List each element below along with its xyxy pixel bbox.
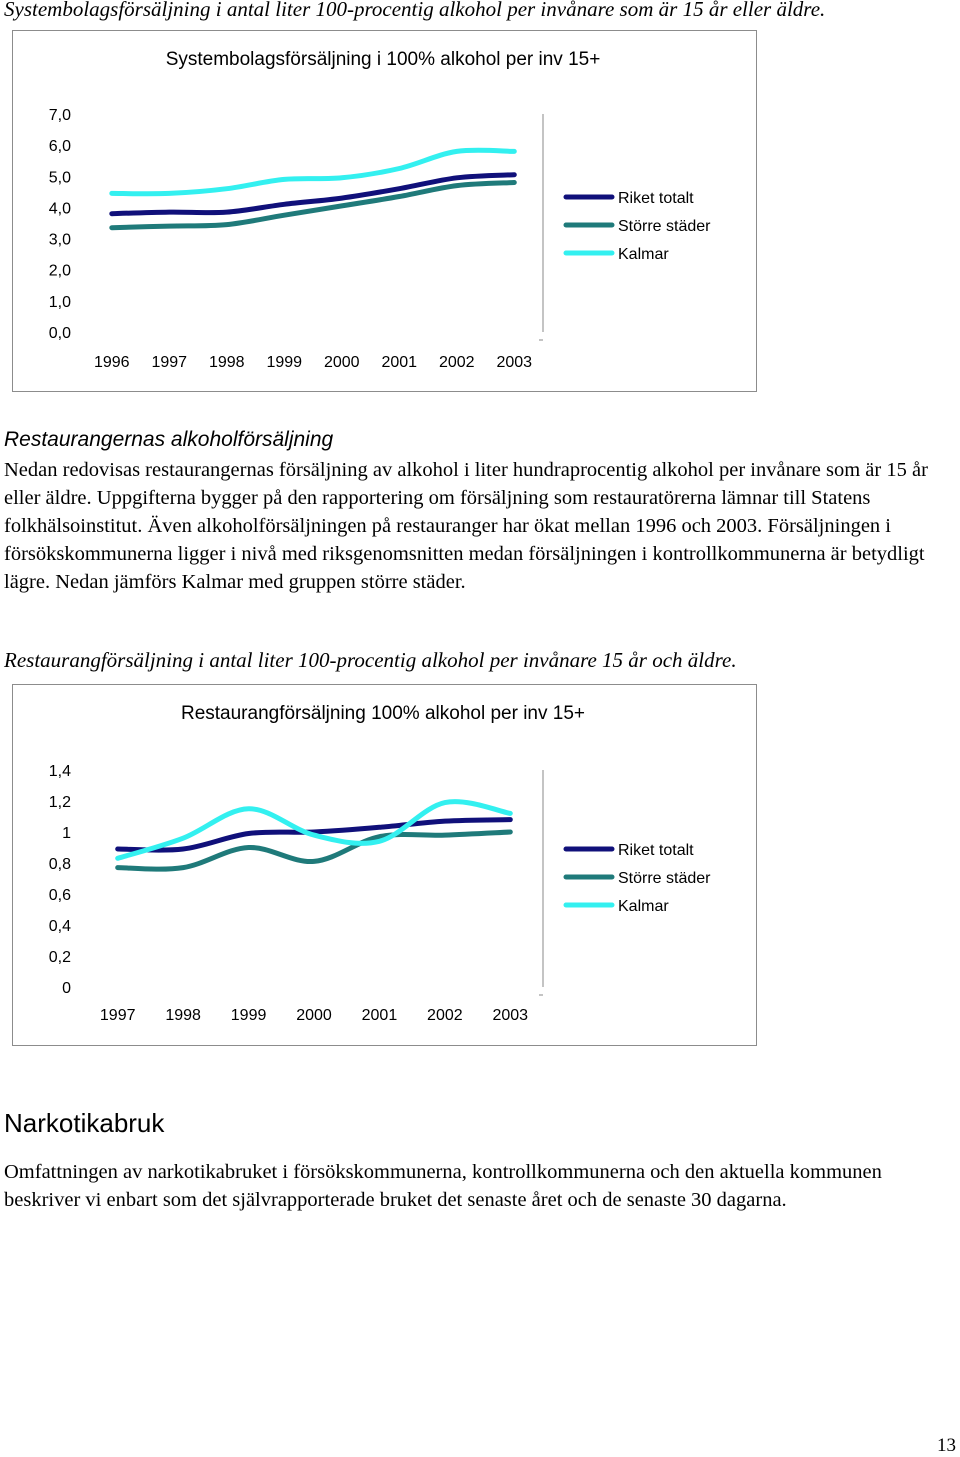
y-tick-label: 2,0	[48, 262, 71, 280]
y-tick-label: 7,0	[48, 107, 71, 124]
x-tick-label: 2003	[492, 1007, 529, 1024]
legend-label: Kalmar	[618, 246, 669, 263]
x-tick-label: 1996	[93, 354, 130, 371]
x-tick-label: 1997	[151, 354, 188, 371]
chart-title: Systembolagsförsäljning i 100% alkohol per inv 15+	[165, 49, 601, 70]
y-tick-label: 3,0	[48, 231, 71, 249]
chart-2	[13, 685, 756, 1045]
section-paragraph-restaurants: Nedan redovisas restaurangernas försäljning av alkohol i liter hundraprocentig alkohol per invånare som är 15 år eller äldre. Uppgifterna bygger på den rapportering om försäljning som restauratörerna lämnar till Statens folkhälsoinstitut. Även alkoholförsäljningen på restauranger har ökat mellan 1996 och 2003. Försäljningen i försökskommunerna ligger i nivå med riksgenomsnitten medan försäljningen i kontrollkommunerna är betydligt lägre. Nedan jämförs Kalmar med gruppen större städer.	[4, 459, 928, 593]
legend-label: Riket totalt	[618, 190, 694, 207]
y-tick-label: 6,0	[48, 138, 71, 156]
y-tick-label: 0,4	[48, 918, 71, 935]
page-number: 13	[937, 1435, 956, 1456]
y-tick-label: 0,2	[48, 949, 71, 966]
x-tick-label: 1997	[99, 1007, 136, 1024]
y-tick-label: 1,2	[48, 794, 71, 811]
y-tick-label: 5,0	[48, 169, 71, 187]
section-heading-narcotics: Narkotikabruk	[4, 1108, 165, 1138]
chart-frame-2	[12, 684, 757, 1046]
x-tick-label: 2000	[323, 354, 360, 371]
chart-frame-1	[12, 30, 757, 392]
section-paragraph-narcotics: Omfattningen av narkotikabruket i försökskommunerna, kontrollkommunerna och den aktuella kommunen beskriver vi enbart som det självrapporterade bruket det senaste året och de senaste 30 dagarna.	[4, 1161, 882, 1211]
figure-caption-2: Restaurangförsäljning i antal liter 100-procentig alkohol per invånare 15 år och äldre.	[4, 648, 737, 672]
legend-label: Större städer	[618, 870, 711, 887]
y-tick-label: 1,0	[48, 293, 71, 311]
x-tick-label: 2000	[296, 1007, 332, 1024]
y-tick-label: 0,6	[48, 887, 71, 904]
x-tick-label: 1999	[230, 1007, 267, 1024]
section-heading-restaurants: Restaurangernas alkoholförsäljning	[4, 428, 334, 451]
chart-title: Restaurangförsäljning 100% alkohol per inv 15+	[180, 703, 586, 724]
x-tick-label: 2001	[361, 1007, 398, 1024]
y-tick-label: 4,0	[48, 200, 71, 218]
legend-label: Större städer	[618, 218, 711, 235]
y-tick-label: 0,8	[48, 856, 71, 873]
figure-caption-1: Systembolagsförsäljning i antal liter 100-procentig alkohol per invånare som är 15 år eller äldre.	[4, 0, 826, 21]
x-tick-label: 2002	[438, 354, 475, 371]
y-tick-label: 0,0	[48, 325, 71, 342]
x-tick-label: 1998	[165, 1007, 201, 1024]
chart-1	[13, 31, 756, 391]
x-tick-label: 1999	[266, 354, 303, 371]
y-tick-label: 1	[62, 825, 71, 842]
legend-label: Riket totalt	[618, 842, 694, 859]
x-tick-label: 1998	[208, 354, 245, 371]
y-tick-label: 1,4	[48, 763, 71, 780]
x-tick-label: 2003	[496, 354, 533, 371]
x-tick-label: 2002	[427, 1007, 463, 1024]
series-line-2	[112, 183, 515, 228]
x-tick-label: 2001	[381, 354, 418, 371]
y-tick-label: 0	[62, 980, 71, 997]
legend-label: Kalmar	[618, 898, 669, 915]
